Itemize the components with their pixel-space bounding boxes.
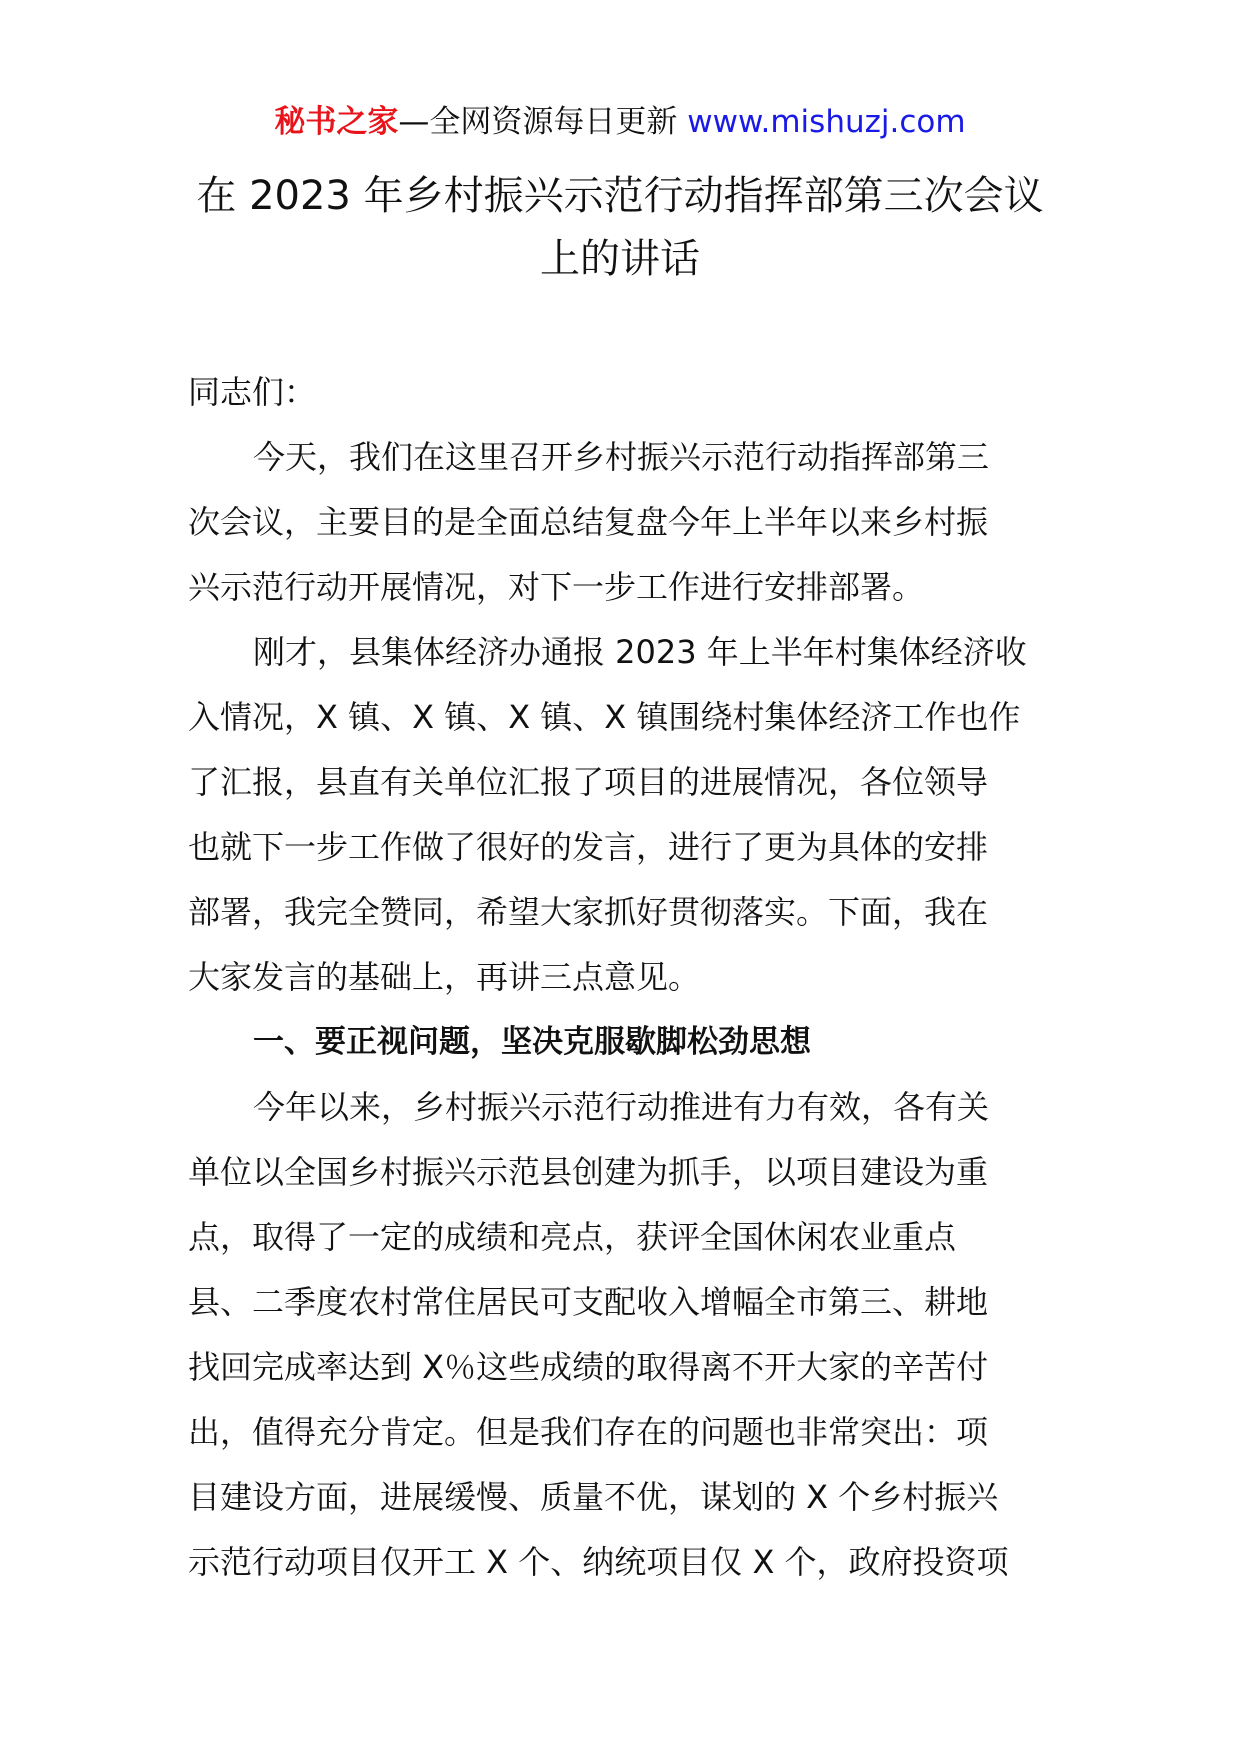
paragraph-2-line: 了汇报，县直有关单位汇报了项目的进展情况，各位领导 bbox=[188, 763, 989, 801]
paragraph-2-line: 也就下一步工作做了很好的发言，进行了更为具体的安排 bbox=[188, 828, 989, 866]
paragraph-3-line: 单位以全国乡村振兴示范县创建为抓手，以项目建设为重 bbox=[188, 1153, 989, 1191]
paragraph-1-line: 今天，我们在这里召开乡村振兴示范行动指挥部第三 bbox=[253, 438, 990, 476]
section-heading-1: 一、要正视问题，坚决克服歇脚松劲思想 bbox=[253, 1024, 811, 1060]
paragraph-3-line: 目建设方面，进展缓慢、质量不优，谋划的 X 个乡村振兴 bbox=[188, 1478, 999, 1516]
paragraph-2-line: 大家发言的基础上，再讲三点意见。 bbox=[188, 958, 701, 996]
paragraph-3-line: 出，值得充分肯定。但是我们存在的问题也非常突出：项 bbox=[188, 1413, 989, 1451]
website-link[interactable]: www.mishuzj.com bbox=[687, 104, 966, 140]
paragraph-2-line: 入情况，X 镇、X 镇、X 镇、X 镇围绕村集体经济工作也作 bbox=[188, 698, 1021, 736]
paragraph-3-line: 示范行动项目仅开工 X 个、纳统项目仅 X 个，政府投资项 bbox=[188, 1543, 1009, 1581]
greeting: 同志们： bbox=[188, 373, 317, 411]
title-line-1: 在 2023 年乡村振兴示范行动指挥部第三次会议 bbox=[196, 173, 1044, 219]
paragraph-3-line: 找回完成率达到 X％这些成绩的取得离不开大家的辛苦付 bbox=[188, 1348, 989, 1386]
paragraph-3-line: 点，取得了一定的成绩和亮点，获评全国休闲农业重点 bbox=[188, 1218, 957, 1256]
paragraph-2-line: 部署，我完全赞同，希望大家抓好贯彻落实。下面，我在 bbox=[188, 893, 989, 931]
watermark-header bbox=[0, 100, 1240, 144]
title-line-2: 上的讲话 bbox=[540, 236, 700, 282]
paragraph-3-line: 县、二季度农村常住居民可支配收入增幅全市第三、耕地 bbox=[188, 1283, 989, 1321]
brand-tagline: —全网资源每日更新 bbox=[398, 104, 688, 140]
paragraph-1-line: 兴示范行动开展情况，对下一步工作进行安排部署。 bbox=[188, 568, 925, 606]
paragraph-1-line: 次会议，主要目的是全面总结复盘今年上半年以来乡村振 bbox=[188, 503, 989, 541]
paragraph-2-line: 刚才，县集体经济办通报 2023 年上半年村集体经济收 bbox=[253, 633, 1027, 671]
document-body bbox=[188, 360, 1058, 1595]
paragraph-3-line: 今年以来，乡村振兴示范行动推进有力有效，各有关 bbox=[253, 1088, 990, 1126]
brand-name: 秘书之家 bbox=[274, 104, 399, 140]
document-title bbox=[150, 165, 1090, 291]
